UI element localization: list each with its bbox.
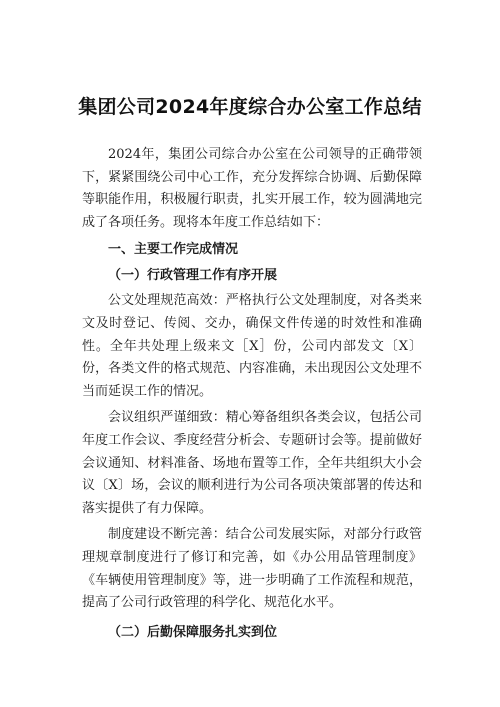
document-title: 集团公司2024年度综合办公室工作总结	[78, 96, 422, 118]
paragraph-meetings: 会议组织严谨细致：精心筹备组织各类会议，包括公司年度工作会议、季度经营分析会、专题研讨会等。提前做好会议通知、材料准备、场地布置等工作，全年共组织大小会议〔X〕场，会议的顺利进行为公司各项决策部署的传达和落实提供了有力保障。	[82, 410, 422, 516]
paragraph-regulations: 制度建设不断完善：结合公司发展实际，对部分行政管理规章制度进行了修订和完善，如《办公用品管理制度》《车辆使用管理制度》等，进一步明确了工作流程和规范，提高了公司行政管理的科学化、规范化水平。	[82, 527, 422, 611]
paragraph-document-handling: 公文处理规范高效：严格执行公文处理制度，对各类来文及时登记、传阅、交办，确保文件传递的时效性和准确性。全年共处理上级来文［X］份，公司内部发文〔X〕份，各类文件的格式规范、内容准确，未出现因公文处理不当而延误工作的情况。	[82, 293, 422, 399]
section-heading-main-work: 一、主要工作完成情况	[108, 242, 239, 258]
subsection-heading-logistics: （二）后勤保障服务扎实到位	[108, 624, 278, 640]
subsection-heading-admin: （一）行政管理工作有序开展	[108, 268, 278, 284]
document-body	[82, 144, 422, 647]
intro-paragraph: 2024年，集团公司综合办公室在公司领导的正确带领下，紧紧围绕公司中心工作，充分发挥综合协调、后勤保障等职能作用，积极履行职责，扎实开展工作，较为圆满地完成了各项任务。现将本年度工作总结如下：	[82, 147, 422, 230]
